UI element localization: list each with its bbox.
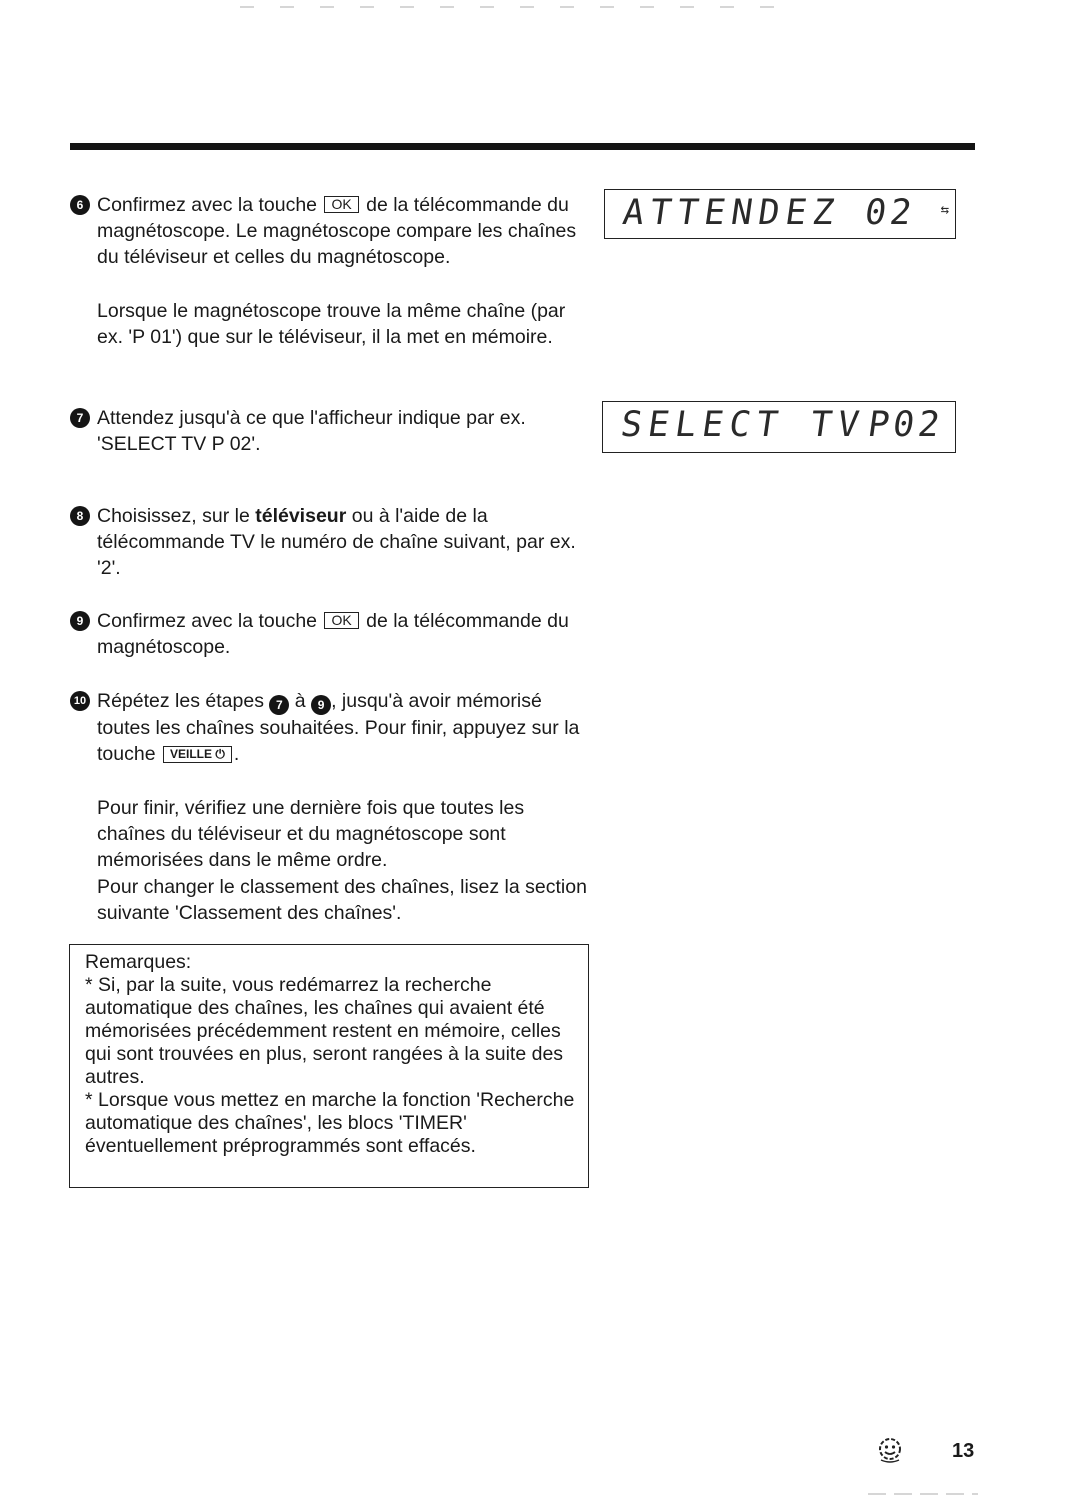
display-attendez <box>604 189 956 239</box>
ok-key: OK <box>324 196 358 213</box>
step-ref: 7 <box>269 695 289 715</box>
step-6 <box>70 192 590 270</box>
notes-title: Remarques: <box>85 951 192 973</box>
step-8 <box>70 503 590 581</box>
step-10 <box>70 688 590 767</box>
smiley-helper-icon <box>873 1433 907 1467</box>
step-text: Choisissez, sur le <box>97 505 250 527</box>
step-text: Confirmez avec la touche <box>97 194 318 216</box>
notes-box <box>69 944 589 1188</box>
step-text: ou à l'aide de la télécommande TV le numéro de chaîne suivant, par ex. '2'. <box>97 505 576 579</box>
tape-icon: ⇆ <box>940 202 949 218</box>
step-number: 10 <box>70 691 90 711</box>
step-number: 9 <box>70 611 90 631</box>
step-7 <box>70 405 590 457</box>
step-text: de la télécommande du magnétoscope. Le magnétoscope compare les chaînes du téléviseur et celles du magnétoscope. <box>97 194 577 268</box>
ok-key: OK <box>324 612 358 629</box>
veille-key: VEILLE ⏻ <box>163 746 232 763</box>
step-9 <box>70 608 590 660</box>
step-10-detail: Pour finir, vérifiez une dernière fois que toutes les chaînes du téléviseur et du magnétoscope sont mémorisées dans le même ordre. <box>97 797 525 871</box>
step-number: 6 <box>70 195 90 215</box>
step-text: à <box>294 690 306 712</box>
display-number: 02 <box>862 193 918 233</box>
note-item: * Lorsque vous mettez en marche la fonction 'Recherche automatique des chaînes', les blocs 'TIMER' éventuellement préprogrammés sont effacés. <box>85 1089 575 1157</box>
step-text: , jusqu'à avoir mémorisé toutes les chaînes souhaitées. Pour finir, appuyez sur la touche <box>97 690 580 765</box>
step-ref: 9 <box>311 695 331 715</box>
step-6-detail: Lorsque le magnétoscope trouve la même chaîne (par ex. 'P 01') que sur le téléviseur, il la met en mémoire. <box>97 300 566 348</box>
step-text: Confirmez avec la touche <box>97 610 318 632</box>
step-text-bold: téléviseur <box>255 505 347 527</box>
step-number: 7 <box>70 408 90 428</box>
step-text: . <box>233 743 240 765</box>
display-text: SELECT TV <box>618 405 868 445</box>
display-number: P02 <box>864 405 946 445</box>
step-text: Attendez jusqu'à ce que l'afficheur indique par ex. 'SELECT TV P 02'. <box>97 407 526 455</box>
step-10-detail-2: Pour changer le classement des chaînes, lisez la section suivante 'Classement des chaînes'. <box>97 876 587 924</box>
scan-artifact-top <box>240 6 780 8</box>
step-text: de la télécommande du magnétoscope. <box>97 610 569 658</box>
display-select-tv <box>602 401 956 453</box>
page-number: 13 <box>952 1440 975 1462</box>
step-text: Répétez les étapes <box>97 690 264 712</box>
note-item: * Si, par la suite, vous redémarrez la recherche automatique des chaînes, les chaînes qui avaient été mémorisées précédemment restent en mémoire, celles qui sont trouvées en plus, seront rangées à la suite des autres. <box>85 974 564 1088</box>
step-number: 8 <box>70 506 90 526</box>
display-text: ATTENDEZ <box>620 193 843 233</box>
scan-artifact-bottom <box>868 1493 978 1495</box>
section-rule <box>70 143 975 150</box>
